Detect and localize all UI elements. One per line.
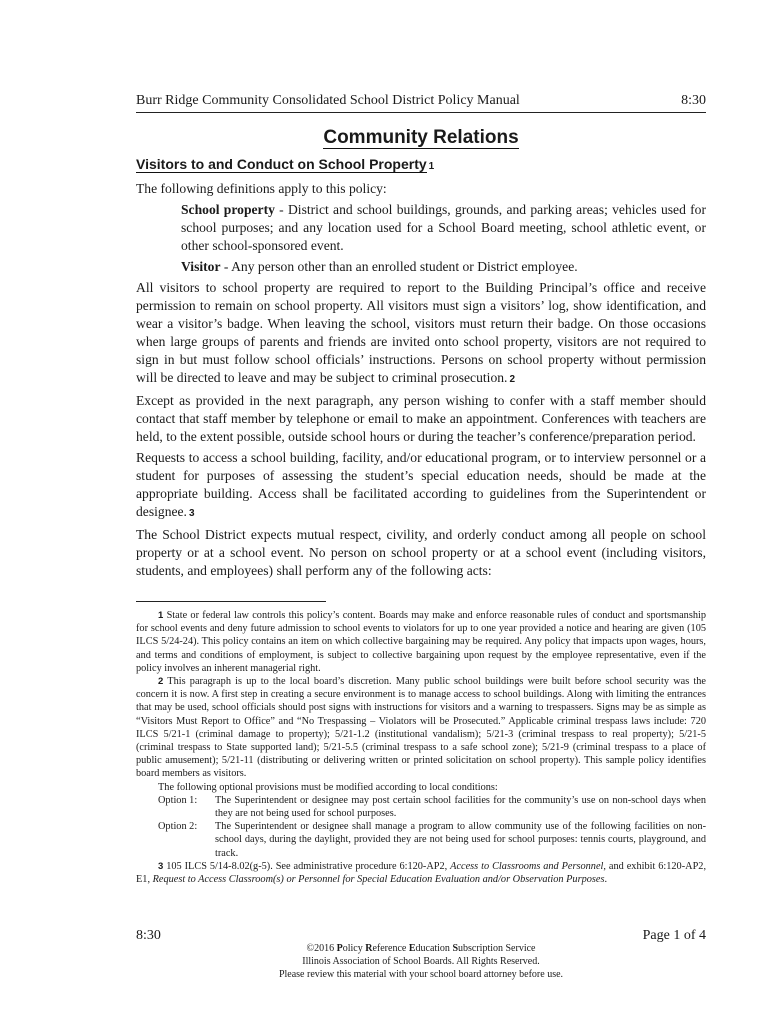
- manual-title: Burr Ridge Community Consolidated School District Policy Manual: [136, 93, 520, 108]
- footnote-ref-3: 3: [188, 508, 195, 519]
- association-line: Illinois Association of School Boards. All Rights Reserved.: [302, 956, 540, 967]
- copyright-line: ©2016 Policy Reference Education Subscription Service: [306, 943, 536, 954]
- paragraph-conduct: The School District expects mutual respect, civility, and orderly conduct among all people on school property or at a school event. No person on school property or at a school event (including visitors, students, and employees) shall perform any of the following acts:: [136, 527, 706, 578]
- footnote-2: 2 This paragraph is up to the local board’s discretion. Many public school buildings were built before school security was the concern it is now. A first step in creating a secure environment is to manage access to school buildings. Along with limiting the entrances that may be used, school officials should post signs with instructions for visitors and a warning to trespassers. Signs may be as simple as “Visitors Must Report to Office” and “No Trespassing – Violators will be Prosecuted.” Applicable criminal trespass laws include: 720 ILCS 5/21-1 (criminal damage to property); 5/21-1.2 (institutional vandalism); 5/21-3 (criminal trespass to real property); 5/21-5 (criminal trespass to State supported land); 5/21-5.5 (criminal trespass to a safe school zone); 5/21-9 (criminal trespass to a place of public amusement); 5/21-11 (distributing or delivering written or printed solicitation on school property). This sample policy identifies board members as visitors.: [136, 676, 706, 780]
- option-2: [158, 820, 706, 860]
- footnote-3: 3 105 ILCS 5/14-8.02(g-5). See administrative procedure 6:120-AP2, Access to Classrooms and Personnel, and exhibit 6:120-AP2, E1, Request to Access Classroom(s) or Personnel for Special Education Evaluation and/or Observation Purposes.: [136, 860, 707, 886]
- paragraph-visitor-reporting: All visitors to school property are required to report to the Building Principal’s office and receive permission to remain on school property. All visitors must sign a visitors’ log, show identification, and wear a visitor’s badge. When leaving the school, visitors must return their badge. On those occasions when large groups of parents and friends are invited onto school property, visitors are not required to sign in but must follow school officials’ instructions. Persons on school property without permission will be directed to leave and may be subject to criminal prosecution. 2: [136, 280, 706, 385]
- definition-term: Visitor: [181, 259, 221, 274]
- option-text: The Superintendent or designee shall manage a program to allow community use of the following facilities on non-school days, during the daylight, provided they are not being used for school purposes: tennis courts, playground, and track.: [215, 821, 706, 859]
- footnote-separator: [136, 601, 326, 602]
- copyright-block: [136, 942, 706, 981]
- footnote-2-options-intro: The following optional provisions must be modified according to local conditions:: [158, 781, 498, 793]
- footnote-1: 1 State or federal law controls this policy’s content. Boards may make and enforce reasonable rules of conduct and sportsmanship for school events and deny future admission to school events to violators for up to one year provided a notice and hearing are given (105 ILCS 5/24-24). This policy contains an item on which collective bargaining may be required. Any policy that impacts upon wages, hours, and terms and conditions of employment, is subject to collective bargaining upon request by the employee representative, even if the policy involves an inherent managerial right.: [136, 610, 706, 674]
- option-label: Option 2:: [158, 821, 198, 833]
- option-text: The Superintendent or designee may post certain school facilities for the community’s use on non-school days when they are not being used for school purposes.: [215, 794, 706, 820]
- footnotes: [136, 609, 706, 886]
- running-header: [136, 93, 706, 113]
- definition-text: - District and school buildings, grounds, and parking areas; vehicles used for school purposes; and any location used for a School Board meeting, school athletic event, or other school-sponsored event.: [181, 202, 706, 253]
- policy-body: [136, 180, 706, 583]
- definition-term: School property: [181, 202, 275, 217]
- page-number: Page 1 of 4: [642, 928, 706, 943]
- definition-visitor: [181, 258, 706, 276]
- paragraph-access-requests: Requests to access a school building, facility, and/or educational program, or to interview personnel or a student for purposes of assessing the student’s special education needs, should be made at the appropriate building. Access shall be facilitated according to guidelines from the Superintendent or designee. 3: [136, 450, 706, 519]
- definition-text: - Any person other than an enrolled student or District employee.: [220, 259, 578, 274]
- option-label: Option 1:: [158, 794, 198, 806]
- footer-section-number: 8:30: [136, 928, 161, 943]
- intro-paragraph: The following definitions apply to this policy:: [136, 181, 387, 196]
- definition-school-property: [181, 201, 706, 255]
- paragraph-staff-conferences: Except as provided in the next paragraph, any person wishing to confer with a staff member should contact that staff member by telephone or email to make an appointment. Conferences with teachers are held, to the extent possible, outside school hours or during the teacher’s conference/preparation period.: [136, 393, 706, 444]
- review-note: Please review this material with your school board attorney before use.: [278, 969, 564, 980]
- footnote-ref-1: 1: [428, 161, 435, 172]
- footnote-ref-2: 2: [509, 374, 516, 385]
- header-section-number: 8:30: [681, 93, 706, 108]
- policy-subtitle: [136, 156, 706, 172]
- page-title: Community Relations: [323, 127, 519, 148]
- option-1: [158, 794, 706, 820]
- subtitle-text: Visitors to and Conduct on School Property: [136, 156, 427, 172]
